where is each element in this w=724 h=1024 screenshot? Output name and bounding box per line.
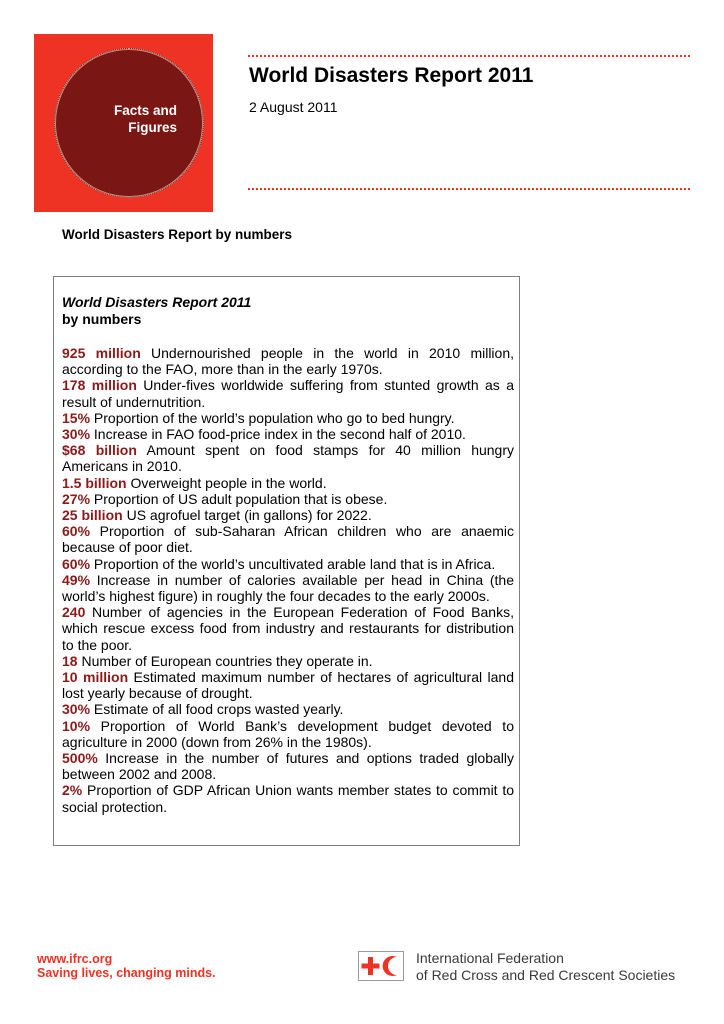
fact-item bbox=[62, 442, 514, 474]
header-top-divider bbox=[248, 55, 690, 57]
emblem-svg bbox=[359, 952, 403, 980]
fact-description: Increase in FAO food-price index in the second half of 2010. bbox=[90, 426, 466, 443]
box-subtitle: by numbers bbox=[62, 311, 142, 327]
red-cross-crescent-icon bbox=[358, 951, 404, 981]
fact-figure: $68 billion bbox=[62, 442, 137, 459]
fact-description: Undernourished people in the world in 2010 million, according to the FAO, more than in the early 1970s. bbox=[62, 345, 515, 378]
fact-figure: 60% bbox=[62, 523, 91, 540]
fact-figure: 25 billion bbox=[62, 507, 123, 524]
organization-name bbox=[416, 950, 675, 983]
fact-item bbox=[62, 604, 514, 653]
fact-item bbox=[62, 523, 514, 555]
fact-description: Overweight people in the world. bbox=[126, 474, 327, 491]
footer-url-link[interactable]: www.ifrc.org bbox=[37, 952, 113, 966]
fact-description: Number of European countries they operate in. bbox=[77, 652, 373, 669]
organization-name-line2: of Red Cross and Red Crescent Societies bbox=[416, 966, 676, 983]
fact-item bbox=[62, 782, 514, 814]
fact-item bbox=[62, 718, 514, 750]
box-title: World Disasters Report 2011 bbox=[62, 294, 252, 310]
report-date: 2 August 2011 bbox=[249, 99, 338, 115]
fact-description: US agrofuel target (in gallons) for 2022. bbox=[122, 507, 372, 524]
fact-item bbox=[62, 507, 514, 523]
fact-description: Proportion of GDP African Union wants member states to commit to social protection. bbox=[62, 782, 514, 815]
fact-item bbox=[62, 491, 514, 507]
fact-figure: 10% bbox=[62, 717, 91, 734]
fact-figure: 27% bbox=[62, 490, 91, 507]
fact-figure: 15% bbox=[62, 409, 91, 426]
footer-slogan: Saving lives, changing minds. bbox=[37, 966, 216, 980]
fact-item bbox=[62, 750, 514, 782]
fact-item bbox=[62, 653, 514, 669]
fact-figure: 30% bbox=[62, 701, 91, 718]
fact-description: Estimated maximum number of hectares of agricultural land lost yearly because of drought. bbox=[62, 669, 514, 702]
fact-figure: 500% bbox=[62, 750, 98, 767]
badge-label-line2: Figures bbox=[128, 120, 177, 135]
section-heading: World Disasters Report by numbers bbox=[62, 227, 293, 242]
fact-description: Proportion of the world’s uncultivated arable land that is in Africa. bbox=[90, 555, 496, 572]
badge-label bbox=[114, 102, 177, 136]
fact-description: Under-fives worldwide suffering from stunted growth as a result of undernutrition. bbox=[62, 377, 515, 410]
fact-item bbox=[62, 345, 514, 377]
fact-description: Estimate of all food crops wasted yearly. bbox=[90, 701, 344, 718]
fact-item bbox=[62, 410, 514, 426]
fact-item bbox=[62, 475, 514, 491]
badge-label-line1: Facts and bbox=[113, 103, 177, 118]
facts-and-figures-badge bbox=[34, 34, 213, 212]
fact-figure: 18 bbox=[62, 652, 78, 669]
fact-figure: 49% bbox=[62, 571, 91, 588]
fact-description: Increase in number of calories available per head in China (the world’s highest figure) in roughly the four decades to the early 2000s. bbox=[62, 571, 514, 605]
fact-item bbox=[62, 377, 514, 409]
fact-item bbox=[62, 572, 514, 604]
fact-figure: 240 bbox=[62, 604, 86, 621]
fact-item bbox=[62, 426, 514, 442]
fact-description: Proportion of US adult population that is obese. bbox=[90, 490, 388, 507]
fact-figure: 60% bbox=[62, 555, 91, 572]
fact-item bbox=[62, 556, 514, 572]
fact-figure: 30% bbox=[62, 426, 91, 443]
facts-box bbox=[53, 276, 520, 846]
fact-description: Amount spent on food stamps for 40 million hungry Americans in 2010. bbox=[62, 442, 514, 475]
fact-item bbox=[62, 669, 514, 701]
facts-list bbox=[62, 345, 514, 815]
page-title: World Disasters Report 2011 bbox=[249, 64, 534, 87]
fact-description: Proportion of World Bank’s development budget devoted to agriculture in 2000 (down from 26% in the 1980s). bbox=[62, 717, 514, 750]
fact-figure: 2% bbox=[62, 782, 83, 799]
fact-description: Proportion of sub-Saharan African children who are anaemic because of poor diet. bbox=[62, 523, 514, 556]
fact-figure: 10 million bbox=[62, 669, 129, 686]
header-bottom-divider bbox=[248, 188, 690, 190]
fact-figure: 1.5 billion bbox=[62, 474, 127, 491]
organization-name-line1: International Federation bbox=[416, 950, 564, 966]
fact-figure: 178 million bbox=[62, 377, 137, 394]
fact-description: Increase in the number of futures and options traded globally between 2002 and 2008. bbox=[62, 750, 514, 783]
fact-item bbox=[62, 701, 514, 717]
fact-description: Number of agencies in the European Federation of Food Banks, which rescue excess food from industry and restaurants for distribution to the poor. bbox=[62, 604, 514, 653]
fact-figure: 925 million bbox=[62, 345, 141, 361]
fact-description: Proportion of the world’s population who go to bed hungry. bbox=[90, 409, 455, 426]
